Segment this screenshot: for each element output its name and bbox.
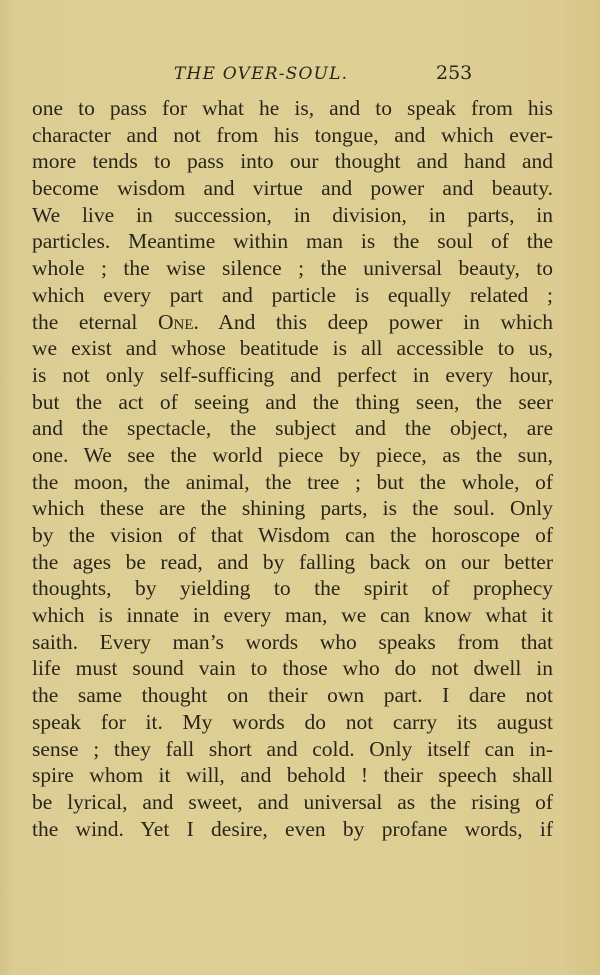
text-line: by the vision of that Wisdom can the horoscope of	[32, 523, 553, 547]
text-line: life must sound vain to those who do not dwell in	[32, 656, 553, 681]
text-line: spire whom it will, and behold ! their speech shall	[32, 763, 553, 788]
text-fragment: . And this deep power in which	[193, 309, 553, 334]
text-line: but the act of seeing and the thing seen, the seer	[32, 389, 553, 414]
text-line: character and not from his tongue, and which ever-	[32, 122, 553, 147]
page-header	[0, 62, 600, 90]
text-line: the wind. Yet I desire, even by profane words, if	[32, 816, 553, 841]
text-line: more tends to pass into our thought and hand and	[32, 149, 553, 174]
small-caps-one: One	[157, 309, 194, 334]
page-number: 253	[436, 62, 473, 84]
text-line: the ages be read, and by falling back on our better	[32, 549, 553, 574]
text-line: thoughts, by yielding to the spirit of prophecy	[32, 576, 553, 601]
text-line: one. We see the world piece by piece, as the sun,	[32, 442, 553, 467]
text-line: we exist and whose beatitude is all accessible to us,	[32, 336, 553, 361]
text-line-eternal-one	[32, 309, 553, 336]
body-text	[32, 95, 553, 842]
text-line: the moon, the animal, the tree ; but the whole, of	[32, 469, 553, 494]
text-fragment: the eternal	[32, 309, 158, 334]
text-line: is not only self-sufficing and perfect in every hour,	[32, 362, 553, 387]
text-line: be lyrical, and sweet, and universal as the rising of	[32, 789, 553, 814]
text-line: particles. Meantime within man is the soul of the	[32, 229, 553, 254]
text-line: which is innate in every man, we can know what it	[32, 603, 553, 628]
text-line: the same thought on their own part. I dare not	[32, 683, 553, 708]
text-line: one to pass for what he is, and to speak from his	[32, 96, 553, 120]
text-line: We live in succession, in division, in parts, in	[32, 202, 553, 227]
text-line: saith. Every man’s words who speaks from that	[32, 629, 553, 654]
text-line: sense ; they fall short and cold. Only itself can in-	[32, 736, 553, 761]
text-line: become wisdom and virtue and power and beauty.	[32, 176, 553, 201]
text-line: which these are the shining parts, is the soul. Only	[32, 496, 553, 521]
running-title: THE OVER-SOUL.	[174, 64, 349, 84]
text-line: whole ; the wise silence ; the universal beauty, to	[32, 256, 553, 281]
text-line: and the spectacle, the subject and the object, are	[32, 416, 553, 441]
text-line: speak for it. My words do not carry its august	[32, 709, 553, 734]
text-line: which every part and particle is equally related ;	[32, 282, 553, 307]
